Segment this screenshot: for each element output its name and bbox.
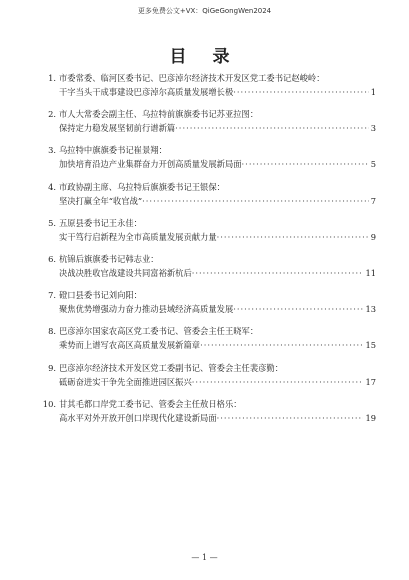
entry-title: 决战决胜收官战建设共同富裕新杭后 [59, 267, 192, 278]
leader-dots [233, 86, 368, 98]
entry-number: 10. [42, 398, 56, 409]
entry-number: 1. [48, 73, 56, 83]
entry-number: 6. [48, 253, 56, 264]
leader-dots [217, 412, 364, 424]
entry-author: 乌拉特中旗旗委书记崔景翔： [59, 145, 167, 156]
entry-page: 17 [365, 376, 376, 387]
page-header-note: 更多免费公文+VX：QiGeGongWen2024 [137, 7, 272, 15]
entry-page: 7 [370, 195, 376, 206]
entry-author: 巴彦淖尔经济技术开发区党工委副书记、管委会主任裴彦勤： [59, 362, 284, 373]
entry-author: 杭锦后旗旗委书记韩志业： [59, 253, 159, 264]
entry-author: 巴彦淖尔国家农高区党工委书记、管委会主任王晓军： [59, 326, 259, 337]
entry-number: 8. [48, 326, 56, 337]
entry-author: 甘其毛都口岸党工委书记、管委会主任敖日格乐： [59, 398, 242, 409]
entry-author: 市委常委、临河区委书记、巴彦淖尔经济技术开发区党工委书记赵峻岭： [59, 73, 325, 83]
toc-entry[interactable] [36, 108, 376, 144]
entry-title: 保持定力稳发展坚韧前行谱新篇 [59, 123, 176, 134]
leader-dots [217, 231, 369, 243]
entry-page: 9 [370, 231, 376, 242]
entry-title: 砥砺奋进实干争先全面推进园区振兴 [59, 376, 192, 387]
page-title: 目 录 [169, 47, 240, 67]
toc-entry[interactable] [36, 398, 376, 434]
entry-title: 加快培育沿边产业集群奋力开创高质量发展新局面 [59, 159, 242, 170]
entry-page: 13 [365, 304, 376, 315]
page-number-footer: — 1 — [191, 553, 218, 562]
toc-entry[interactable] [36, 289, 376, 325]
leader-dots [142, 195, 369, 207]
entry-page: 1 [370, 87, 376, 97]
entry-author: 磴口县委书记刘向阳： [59, 290, 142, 301]
leader-dots [200, 339, 363, 351]
entry-number: 3. [48, 145, 56, 156]
entry-title: 聚焦优势增强动力奋力推动县域经济高质量发展 [59, 304, 234, 315]
entry-number: 4. [48, 181, 56, 192]
toc-entry[interactable] [36, 217, 376, 253]
entry-page: 15 [365, 340, 376, 351]
toc-entry[interactable] [36, 72, 376, 108]
entry-title: 高水平对外开放开创口岸现代化建设新局面 [59, 412, 217, 423]
toc-entry[interactable] [36, 325, 376, 361]
entry-title: 干字当头干成事建设巴彦淖尔高质量发展增长极 [59, 87, 234, 97]
entry-page: 11 [365, 267, 376, 278]
entry-author: 市人大常委会副主任、乌拉特前旗旗委书记苏亚拉图： [59, 109, 259, 120]
entry-title: 乘势而上谱写农高区高质量发展新篇章 [59, 340, 201, 351]
toc-entry[interactable] [36, 144, 376, 180]
entry-number: 9. [48, 362, 56, 373]
leader-dots [192, 267, 364, 279]
entry-author: 市政协副主席、乌拉特后旗旗委书记王银保： [59, 181, 225, 192]
leader-dots [175, 122, 369, 134]
leader-dots [192, 376, 364, 388]
entry-page: 3 [370, 123, 376, 134]
toc-entry[interactable] [36, 253, 376, 289]
leader-dots [233, 303, 363, 315]
entry-title: 坚决打赢全年“收官战” [59, 195, 143, 206]
entry-number: 2. [48, 109, 56, 120]
entry-page: 19 [365, 412, 376, 423]
entry-number: 5. [48, 217, 56, 228]
entry-author: 五原县委书记王永佳： [59, 217, 142, 228]
entry-title: 实干笃行启新程为全市高质量发展贡献力量 [59, 231, 217, 242]
entry-number: 7. [48, 290, 56, 301]
entry-page: 5 [370, 159, 376, 170]
leader-dots [242, 158, 369, 170]
table-of-contents [36, 72, 376, 434]
toc-entry[interactable] [36, 181, 376, 217]
toc-entry[interactable] [36, 362, 376, 398]
